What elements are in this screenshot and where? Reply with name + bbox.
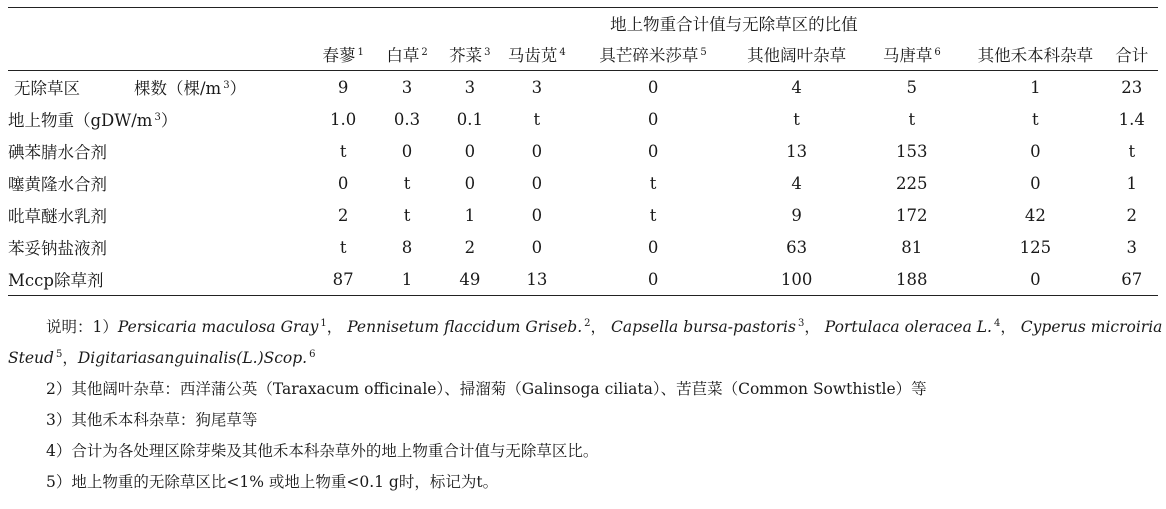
table-cell: 1.0 bbox=[330, 109, 357, 129]
herbicide-ratio-table bbox=[8, 7, 1158, 296]
column-header-label: 合计 bbox=[1115, 46, 1149, 65]
footnote-marker: 6 bbox=[309, 348, 316, 360]
table-cell: t bbox=[1032, 109, 1039, 129]
column-header bbox=[965, 38, 1105, 71]
table-cell: 81 bbox=[901, 237, 923, 257]
table-cell: 13 bbox=[502, 263, 571, 296]
species-name: Pennisetum flaccidum Griseb. bbox=[347, 318, 583, 336]
species-name: Persicaria maculosa Gray bbox=[117, 318, 319, 336]
species-name: Steud bbox=[8, 349, 54, 367]
separator: ， bbox=[326, 318, 343, 336]
table-cell: 0 bbox=[531, 237, 543, 257]
row-label-text: Mccp除草剂 bbox=[8, 271, 104, 290]
table-cell: t bbox=[793, 109, 800, 129]
table-cell: 23 bbox=[1121, 77, 1143, 97]
table-cell: 87 bbox=[310, 263, 377, 296]
row-label-text: 吡草醚水乳剂 bbox=[8, 207, 107, 226]
table-cell: 0 bbox=[571, 263, 734, 296]
row-label bbox=[8, 199, 310, 231]
column-header-label: 芥菜 bbox=[449, 46, 483, 65]
table-row bbox=[8, 263, 1158, 296]
separator: ， bbox=[804, 318, 820, 336]
table-cell: 0 bbox=[531, 173, 543, 193]
table-cell: 0 bbox=[401, 141, 413, 161]
footnote-marker: 2 bbox=[584, 317, 591, 329]
table-cell: 1 bbox=[377, 263, 438, 296]
table-cell: 5 bbox=[906, 77, 918, 97]
table-row bbox=[8, 231, 1158, 263]
table-cell: 0 bbox=[464, 141, 476, 161]
separator: ， bbox=[1000, 318, 1016, 336]
table-cell: 0 bbox=[647, 77, 659, 97]
column-header-label: 马唐草 bbox=[882, 46, 933, 65]
separator: ， bbox=[590, 318, 607, 336]
table-cell: 13 bbox=[786, 141, 808, 161]
species-name: Capsella bursa-pastoris bbox=[610, 318, 796, 336]
row-label bbox=[8, 231, 310, 263]
species-name: Digitariasanguinalis(L.)Scop. bbox=[77, 349, 308, 367]
notes-section bbox=[8, 312, 1163, 498]
column-header-label: 马齿苋 bbox=[507, 46, 558, 65]
footnote-marker: 4 bbox=[993, 317, 1001, 329]
footnote-marker: 5 bbox=[700, 46, 707, 58]
table-cell: 63 bbox=[786, 237, 808, 257]
table-cell: 0 bbox=[464, 173, 476, 193]
table-cell: 49 bbox=[437, 263, 502, 296]
table-cell: t bbox=[533, 109, 541, 129]
table-row bbox=[8, 167, 1158, 199]
note-1-continued bbox=[8, 343, 1158, 374]
table-cell: 2 bbox=[337, 205, 349, 225]
note-1 bbox=[8, 312, 1163, 343]
table-cell: 0.1 bbox=[456, 109, 483, 129]
table-cell: 153 bbox=[896, 141, 928, 161]
note-5: 5）地上物重的无除草区比<1% 或地上物重<0.1 g时，标记为t。 bbox=[46, 473, 499, 491]
table-cell: 1 bbox=[1126, 173, 1138, 193]
table-cell: t bbox=[403, 173, 411, 193]
column-header bbox=[502, 38, 571, 71]
row-label-text: 苯妥钠盐液剂 bbox=[8, 239, 107, 258]
row-label bbox=[8, 135, 310, 167]
table-cell: t bbox=[1128, 141, 1136, 161]
table-cell: 0 bbox=[1030, 173, 1041, 193]
table-cell: 225 bbox=[896, 173, 928, 193]
table-cell: t bbox=[649, 173, 657, 193]
row-label bbox=[8, 71, 310, 104]
table-cell: t bbox=[908, 109, 916, 129]
row-label-tail: ） bbox=[229, 79, 247, 98]
row-label-text: 噻黄隆水合剂 bbox=[8, 175, 107, 194]
note-3: 3）其他禾本科杂草：狗尾草等 bbox=[46, 411, 258, 429]
table-cell: 3 bbox=[464, 77, 476, 97]
column-header bbox=[571, 38, 734, 71]
species-name: Cyperus microiria bbox=[1020, 318, 1163, 336]
row-label bbox=[8, 167, 310, 199]
table-cell: 100 bbox=[735, 263, 859, 296]
zone-label: 无除草区 bbox=[14, 79, 80, 98]
table-cell: 3 bbox=[401, 77, 413, 97]
table-cell: 4 bbox=[791, 173, 802, 193]
table-cell: 1.4 bbox=[1118, 109, 1145, 129]
table-row bbox=[8, 199, 1158, 231]
footnote-marker: 1 bbox=[320, 317, 327, 329]
table-row bbox=[8, 103, 1158, 135]
table-cell: t bbox=[403, 205, 411, 225]
table-cell: 8 bbox=[401, 237, 413, 257]
unit-exponent: 3 bbox=[223, 79, 230, 91]
note-1-prefix: 说明：1） bbox=[46, 318, 118, 336]
table-cell: 0 bbox=[531, 141, 543, 161]
table-row bbox=[8, 71, 1158, 104]
table-cell: 0 bbox=[647, 109, 659, 129]
table-cell: 3 bbox=[1126, 237, 1138, 257]
table-cell: t bbox=[339, 141, 347, 161]
footnote-marker: 3 bbox=[484, 46, 491, 58]
table-row bbox=[8, 135, 1158, 167]
footnote-marker: 2 bbox=[421, 46, 428, 58]
table-cell: 0 bbox=[531, 205, 543, 225]
row-label bbox=[8, 103, 310, 135]
footnote-marker: 5 bbox=[55, 348, 63, 360]
column-header-label: 白草 bbox=[386, 46, 420, 65]
table-cell: 67 bbox=[1106, 263, 1158, 296]
footnote-marker: 1 bbox=[357, 46, 364, 58]
table-cell: 0 bbox=[1030, 141, 1041, 161]
separator: ， bbox=[62, 349, 78, 367]
table-cell: 188 bbox=[858, 263, 965, 296]
table-cell: 0 bbox=[965, 263, 1105, 296]
column-header-row bbox=[8, 38, 1158, 71]
table-cell: 1 bbox=[1030, 77, 1041, 97]
table-cell: 172 bbox=[896, 205, 928, 225]
table-cell: 9 bbox=[337, 77, 349, 97]
table-cell: 0 bbox=[647, 141, 659, 161]
footnote-marker: 4 bbox=[559, 46, 566, 58]
table-cell: 3 bbox=[531, 77, 543, 97]
row-label-tail: ） bbox=[160, 111, 178, 130]
table-cell: 2 bbox=[1126, 205, 1138, 225]
row-label-header bbox=[8, 38, 310, 71]
column-header bbox=[377, 38, 438, 71]
footnote-marker: 6 bbox=[934, 46, 941, 58]
table-corner bbox=[8, 8, 310, 39]
column-header bbox=[858, 38, 965, 71]
table-body bbox=[8, 71, 1158, 296]
table-cell: 0 bbox=[337, 173, 349, 193]
table-cell: 42 bbox=[1024, 205, 1046, 225]
table-cell: 4 bbox=[791, 77, 802, 97]
table-cell: 0 bbox=[647, 237, 659, 257]
row-label-text: 碘苯腈水合剂 bbox=[8, 143, 107, 162]
column-header-label: 春蓼 bbox=[322, 46, 356, 65]
column-header bbox=[1106, 38, 1158, 71]
column-header bbox=[310, 38, 377, 71]
column-header-label: 具芒碎米莎草 bbox=[599, 46, 699, 65]
table-cell: t bbox=[649, 205, 657, 225]
row-label-text: 地上物重（gDW/m bbox=[8, 111, 153, 130]
table-cell: 9 bbox=[791, 205, 802, 225]
row-label-text: 棵数（棵/m bbox=[134, 79, 222, 98]
table-cell: 2 bbox=[464, 237, 476, 257]
group-header: 地上物重合计值与无除草区的比值 bbox=[310, 8, 1158, 39]
table-cell: 1 bbox=[464, 205, 476, 225]
note-2: 2）其他阔叶杂草：西洋蒲公英（Taraxacum officinale）、掃溜菊（Galinsoga ciliata）、苦苣菜（Common Sowthistle）等 bbox=[46, 380, 927, 398]
column-header-label: 其他禾本科杂草 bbox=[977, 46, 1094, 65]
footnote-marker: 3 bbox=[797, 317, 805, 329]
unit-exponent: 3 bbox=[154, 111, 161, 123]
column-header bbox=[437, 38, 502, 71]
table-cell: 0.3 bbox=[393, 109, 421, 129]
species-name: Portulaca oleracea L. bbox=[824, 318, 992, 336]
column-header bbox=[735, 38, 859, 71]
row-label bbox=[8, 263, 310, 296]
note-4: 4）合计为各处理区除芽柴及其他禾本科杂草外的地上物重合计值与无除草区比。 bbox=[46, 442, 599, 460]
table-cell: t bbox=[339, 237, 347, 257]
column-header-label: 其他阔叶杂草 bbox=[747, 46, 847, 65]
table-cell: 125 bbox=[1019, 237, 1052, 257]
